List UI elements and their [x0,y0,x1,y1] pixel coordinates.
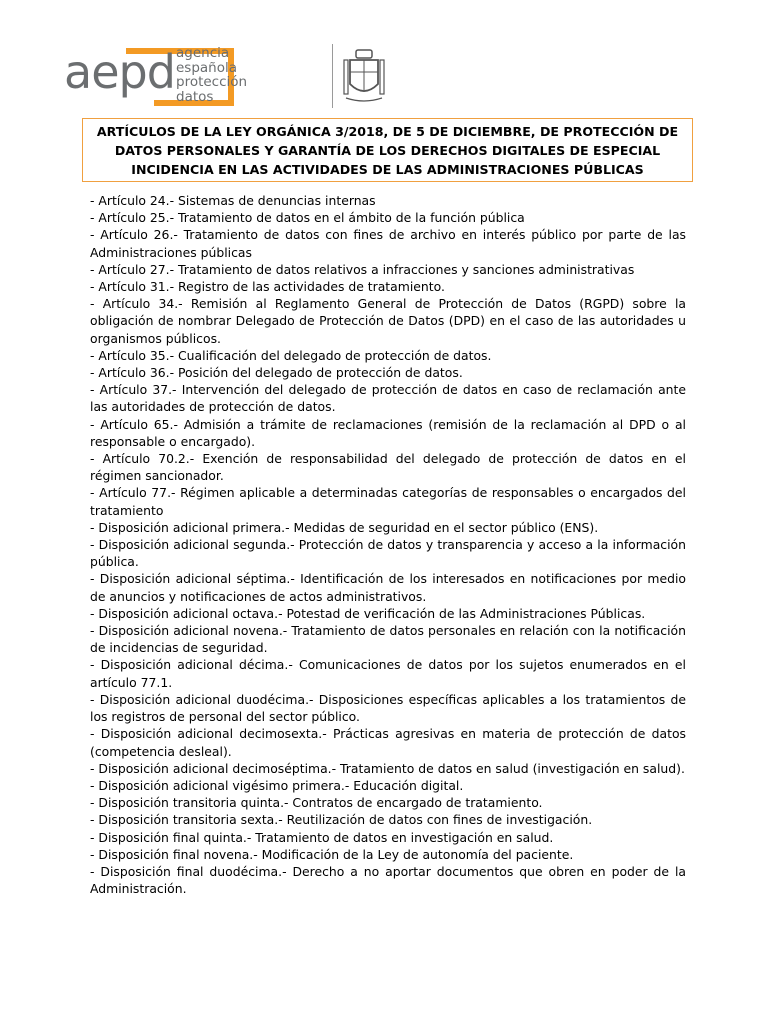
list-item: - Artículo 34.- Remisión al Reglamento General de Protección de Datos (RGPD) sobre la obligación de nombrar Delegado de Protección de Datos (DPD) en el caso de las autoridades u organismos públicos. [90,296,686,346]
list-item: - Disposición adicional segunda.- Protección de datos y transparencia y acceso a la información pública. [90,537,686,570]
list-item: - Disposición adicional décima.- Comunicaciones de datos por los sujetos enumerados en el artículo 77.1. [90,657,686,690]
list-item: - Disposición adicional octava.- Potestad de verificación de las Administraciones Públicas. [90,605,646,621]
list-item: - Disposición adicional séptima.- Identificación de los interesados en notificaciones por medio de anuncios y notificaciones de actos administrativos. [90,571,686,604]
spain-coat-of-arms-icon [342,48,386,104]
list-item: - Artículo 24.- Sistemas de denuncias internas [90,193,376,208]
agency-line: española [176,59,238,76]
list-item: - Disposición adicional primera.- Medidas de seguridad en el sector público (ENS). [90,519,599,535]
article-list [90,192,686,897]
list-item: - Disposición adicional decimosexta.- Prácticas agresivas en materia de protección de datos (competencia desleal). [90,726,686,759]
page-header [64,44,364,110]
agency-name [176,46,247,104]
list-item: - Disposición transitoria quinta.- Contratos de encargado de tratamiento. [90,795,543,811]
list-item: - Artículo 26.- Tratamiento de datos con fines de archivo en interés público por parte de las Administraciones públicas [90,227,686,260]
list-item: - Artículo 37.- Intervención del delegado de protección de datos en caso de reclamación ante las autoridades de protección de datos. [90,382,686,415]
agency-line: datos [176,88,214,105]
list-item: - Disposición adicional novena.- Tratamiento de datos personales en relación con la notificación de incidencias de seguridad. [90,623,686,656]
document-title: ARTÍCULOS DE LA LEY ORGÁNICA 3/2018, DE 5 DE DICIEMBRE, DE PROTECCIÓN DE DATOS PERSONALES Y GARANTÍA DE LOS DERECHOS DIGITALES DE ESPECIAL INCIDENCIA EN LAS ACTIVIDADES DE LAS ADMINISTRACIONES PÚBLICAS [82,118,693,182]
list-item: - Disposición final novena.- Modificación de la Ley de autonomía del paciente. [90,846,574,862]
list-item: - Artículo 36.- Posición del delegado de protección de datos. [90,365,463,381]
aepd-logo-text: aepd [64,45,175,99]
list-item: - Artículo 25.- Tratamiento de datos en el ámbito de la función pública [90,210,525,226]
agency-line: protección [176,74,248,90]
list-item: - Artículo 35.- Cualificación del delegado de protección de datos. [90,347,492,363]
list-item: - Artículo 27.- Tratamiento de datos relativos a infracciones y sanciones administrativas [90,261,635,277]
list-item: - Artículo 77.- Régimen aplicable a determinadas categorías de responsables o encargados del tratamiento [90,485,686,518]
list-item: - Artículo 31.- Registro de las actividades de tratamiento. [90,279,445,295]
list-item: - Artículo 70.2.- Exención de responsabilidad del delegado de protección de datos en el régimen sancionador. [90,451,686,484]
list-item: - Disposición final quinta.- Tratamiento de datos en investigación en salud. [90,829,554,845]
agency-line: agencia [176,45,230,61]
list-item: - Disposición adicional vigésimo primera.- Educación digital. [90,777,464,793]
list-item: - Disposición final duodécima.- Derecho a no aportar documentos que obren en poder de la Administración. [90,863,686,897]
list-item: - Disposición transitoria sexta.- Reutilización de datos con fines de investigación. [90,812,593,828]
list-item: - Disposición adicional decimoséptima.- Tratamiento de datos en salud (investigación en salud). [90,760,685,776]
header-divider [332,44,333,108]
list-item: - Artículo 65.- Admisión a trámite de reclamaciones (remisión de la reclamación al DPD o al responsable o encargado). [90,416,686,449]
list-item: - Disposición adicional duodécima.- Disposiciones específicas aplicables a los tratamientos de los registros de personal del sector público. [90,691,686,725]
